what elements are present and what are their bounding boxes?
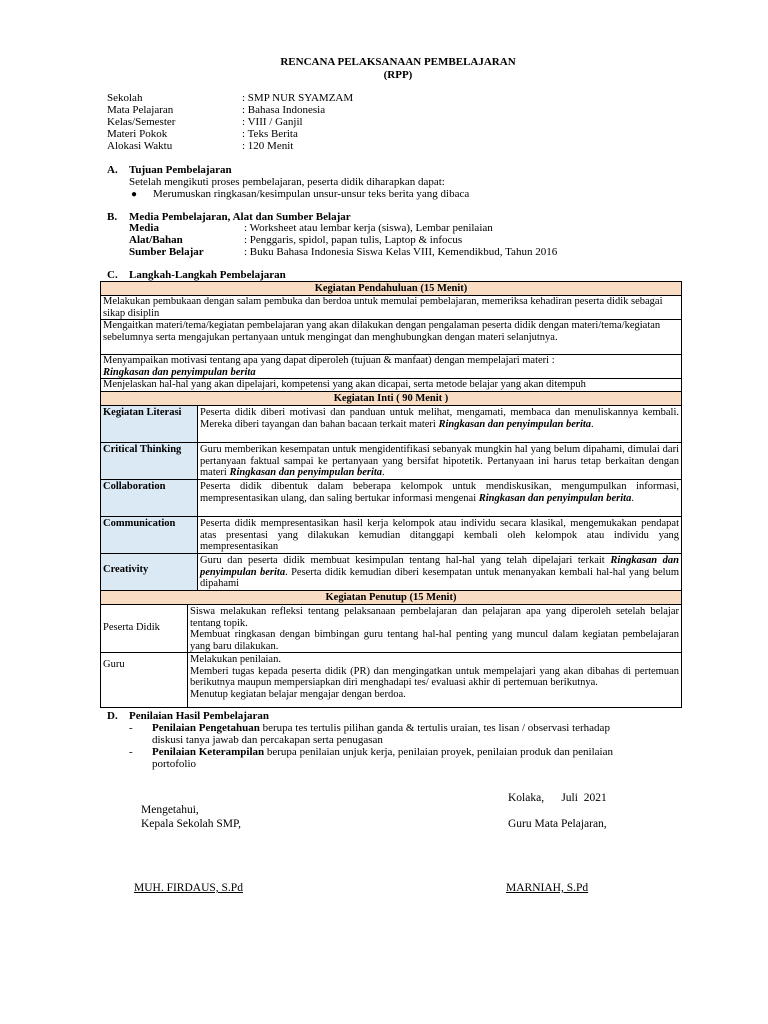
table-row: Menjelaskan hal-hal yang akan dipelajari, kompetensi yang akan dicapai, serta metode belajar yang akan ditempuh: [103, 379, 586, 390]
inti-label-collaboration: Collaboration: [101, 480, 197, 516]
inti-text-literasi: [198, 406, 681, 442]
inti-tail: . Peserta didik kemudian diberi kesempatan untuk menanyakan kembali hal-hal yang belum dipahami: [200, 566, 679, 589]
identity-value: : 120 Menit: [242, 140, 294, 152]
signature-left-title: Mengetahui,: [141, 804, 199, 816]
inti-text: Peserta didik dibentuk dalam beberapa kelompok untuk mendiskusikan, mengumpulkan informasi, mempresentasikan ulang, dan saling bertukar informasi mengenai: [200, 481, 679, 504]
penutup-text-guru: [188, 653, 681, 708]
section-b-letter: B.: [107, 211, 118, 223]
inti-topic: Ringkasan dan penyimpulan berita: [438, 418, 592, 430]
section-a-intro: Setelah mengikuti proses pembelajaran, peserta didik diharapkan dapat:: [129, 176, 445, 188]
identity-label: Sekolah: [107, 92, 143, 104]
document-title: RENCANA PELAKSANAAN PEMBELAJARAN: [280, 56, 516, 68]
headmaster-name: MUH. FIRDAUS, S.Pd: [134, 882, 243, 894]
sources-value: : Buku Bahasa Indonesia Siswa Kelas VIII, Kemendikbud, Tahun 2016: [244, 246, 558, 258]
assessment-item: [152, 746, 613, 758]
table-header-inti: Kegiatan Inti ( 90 Menit ): [101, 392, 681, 405]
assessment-desc: berupa penilaian unjuk kerja, penilaian proyek, penilaian produk dan penilaian: [264, 746, 613, 758]
inti-text-collaboration: [198, 480, 681, 516]
document-subtitle: (RPP): [383, 69, 413, 81]
identity-label: Mata Pelajaran: [107, 104, 174, 116]
bullet-icon: ●: [131, 189, 138, 200]
inti-topic: Ringkasan dan penyimpulan berita: [200, 555, 679, 578]
section-d-heading: Penilaian Hasil Pembelajaran: [129, 710, 269, 722]
section-a-letter: A.: [107, 164, 118, 176]
assessment-type: Penilaian Keterampilan: [152, 746, 265, 758]
motivation-topic: Ringkasan dan penyimpulan berita: [103, 366, 256, 378]
table-column-divider: [197, 406, 198, 590]
inti-text: Guru dan peserta didik membuat kesimpulan tentang hal-hal yang telah dipelajari terkait: [200, 555, 605, 566]
table-row: Melakukan pembukaan dengan salam pembuka dan berdoa untuk memulai pembelajaran, memeriksa kehadiran peserta didik sebagai sikap disiplin: [103, 296, 663, 319]
section-a-bullet: Merumuskan ringkasan/kesimpulan unsur-unsur teks berita yang dibaca: [153, 188, 470, 200]
inti-text-communication: [198, 517, 681, 553]
penutup-text: Menutup kegiatan belajar mengajar dengan berdoa.: [190, 688, 406, 700]
dash-icon: -: [129, 746, 133, 758]
identity-value: : Bahasa Indonesia: [242, 104, 326, 116]
signature-left-role: Kepala Sekolah SMP,: [141, 818, 241, 830]
inti-label-communication: Communication: [101, 517, 197, 553]
identity-label: Alokasi Waktu: [107, 140, 173, 152]
penutup-text: Membuat ringkasan dengan bimbingan guru tentang hal-hal penting yang muncul dalam kegiatan pembelajaran yang baru dilakukan.: [190, 629, 679, 652]
assessment-desc-line2: portofolio: [152, 758, 196, 770]
inti-topic: Ringkasan dan penyimpulan berita: [229, 467, 383, 478]
signature-right-role: Guru Mata Pelajaran,: [508, 818, 607, 830]
inti-tail: .: [631, 492, 634, 504]
motivation-text: Menyampaikan motivasi tentang apa yang dapat diperoleh (tujuan & manfaat) dengan mempelajari materi :: [103, 355, 555, 366]
learning-steps-table: [100, 281, 682, 708]
penutup-text-siswa: [188, 605, 681, 652]
inti-topic: Ringkasan dan penyimpulan berita: [478, 492, 632, 504]
assessment-desc: berupa tes tertulis pilihan ganda & tertulis uraian, tes lisan / observasi terhadap: [259, 722, 610, 734]
penutup-text: Memberi tugas kepada peserta didik (PR) dan mengingatkan untuk mempelajari yang akan dibahas di pertemuan berikutnya maupun mempersiapkan diri menghadapi tes/ evaluasi akhir di pertemuan berikutnya.: [190, 665, 679, 688]
penutup-label-guru: Guru: [103, 659, 125, 670]
teacher-name: MARNIAH, S.Pd: [506, 882, 589, 894]
identity-label: Kelas/Semester: [107, 116, 176, 128]
assessment-item: [152, 722, 610, 734]
identity-value: : Teks Berita: [242, 128, 298, 140]
table-header-penutup: Kegiatan Penutup (15 Menit): [101, 591, 681, 604]
table-header-pendahuluan: Kegiatan Pendahuluan (15 Menit): [101, 282, 681, 295]
table-row: Mengaitkan materi/tema/kegiatan pembelajaran yang akan dilakukan dengan pengalaman peserta didik dengan materi/tema/kegiatan sebelumnya serta mengajukan pertanyaan untuk mengingat dan menghubungkan dengan materi selanjutnya.: [103, 320, 661, 343]
media-label: Media: [129, 222, 159, 234]
inti-text-creativity: [198, 554, 681, 590]
inti-label-critical: Critical Thinking: [101, 443, 197, 479]
inti-text: Peserta didik diberi motivasi dan panduan untuk melihat, mengamati, membaca dan menuliskannya kembali. Mereka diberi tayangan dan bahan bacaan terkait materi: [200, 407, 679, 430]
penutup-text: Siswa melakukan refleksi tentang pelaksanaan pembelajaran dan pelajaran apa yang diperoleh setelah belajar tentang topik.: [190, 606, 679, 629]
table-column-divider: [187, 605, 188, 708]
section-d-letter: D.: [107, 710, 118, 722]
tools-value: : Penggaris, spidol, papan tulis, Laptop & infocus: [244, 234, 463, 246]
inti-text: Guru memberikan kesempatan untuk mengidentifikasi sebanyak mungkin hal yang belum dipahami, dimulai dari pertanyaan faktual sampai ke pertanyaan yang bersifat hipotetik. Pertanyaan ini harus tetap berkaitan dengan materi: [200, 444, 679, 478]
assessment-type: Penilaian Pengetahuan: [152, 722, 260, 734]
assessment-desc-line2: diskusi tanya jawab dan percakapan serta penugasan: [152, 734, 383, 746]
dash-icon: -: [129, 722, 133, 734]
sources-label: Sumber Belajar: [129, 246, 204, 258]
table-row: [101, 354, 681, 378]
inti-label-literasi: Kegiatan Literasi: [101, 406, 197, 442]
identity-value: : SMP NUR SYAMZAM: [242, 92, 354, 104]
inti-tail: .: [382, 467, 385, 478]
inti-text: Peserta didik mempresentasikan hasil kerja kelompok atau individu secara klasikal, mengemukakan pendapat atas presentasi yang dilakukan kemudian ditanggapi kembali oleh kelompok atau individu yang mempresentasikan: [200, 518, 679, 552]
penutup-label-siswa: Peserta Didik: [103, 622, 160, 633]
section-a-heading: Tujuan Pembelajaran: [129, 164, 232, 176]
section-c-letter: C.: [107, 269, 118, 281]
media-value: : Worksheet atau lembar kerja (siswa), Lembar penilaian: [244, 222, 493, 234]
place-date: Kolaka, Juli 2021: [508, 792, 607, 804]
inti-text-critical: [198, 443, 681, 479]
inti-tail: .: [591, 418, 594, 430]
penutup-text: Melakukan penilaian.: [190, 654, 281, 665]
tools-label: Alat/Bahan: [129, 234, 183, 246]
section-b-heading: Media Pembelajaran, Alat dan Sumber Belajar: [129, 211, 351, 223]
identity-label: Materi Pokok: [107, 128, 168, 140]
section-c-heading: Langkah-Langkah Pembelajaran: [129, 269, 286, 281]
inti-label-creativity: Creativity: [101, 554, 197, 590]
identity-value: : VIII / Ganjil: [242, 116, 303, 128]
